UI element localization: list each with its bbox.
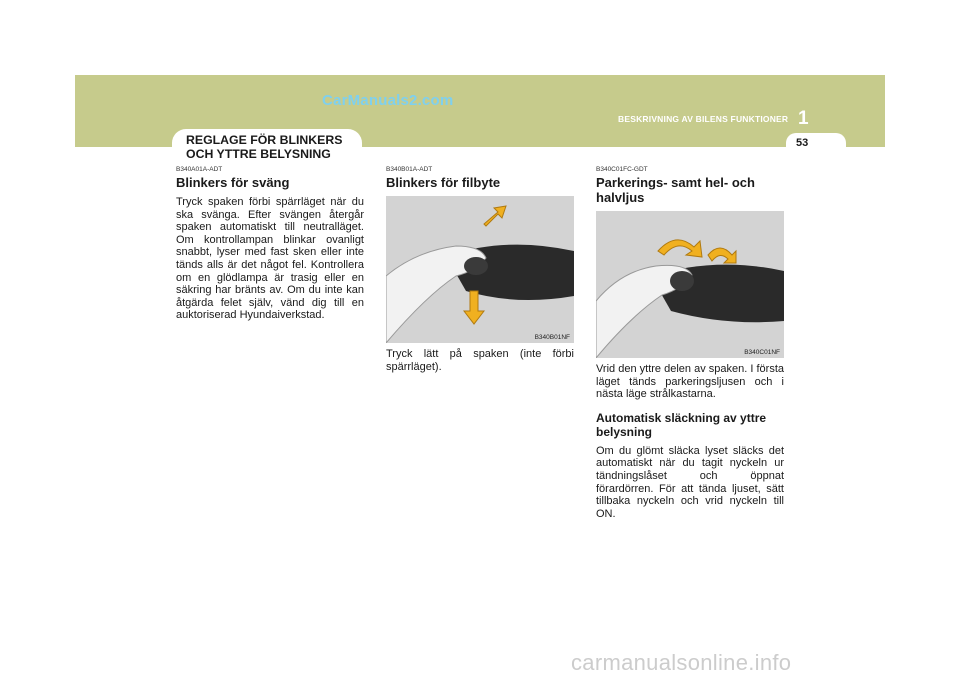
image-code: B340C01NF xyxy=(744,349,780,356)
hand-rotating-lever-illustration xyxy=(596,211,784,358)
column-headlights xyxy=(596,166,784,520)
heading-line1: Parkerings- samt hel- och xyxy=(596,175,755,190)
column-lane-change xyxy=(386,166,574,373)
section-code: B340C01FC-GDT xyxy=(596,166,648,173)
heading-line2: halvljus xyxy=(596,190,645,205)
section-heading: Blinkers för filbyte xyxy=(386,175,501,190)
section-body: Tryck spaken förbi spärrläget när du ska svänga. Efter svängen återgår spaken automatiskt till neutralläget. Om kontrollampan blinkar ovanligt snabbt, lyser med fast sken eller inte tänds alls är det något fel. Kontrollera om en glödlampa är trasig eller en säkring har bränts av. Om du inte kan åtgärda felet själv, vänd dig till en auktoriserad Hyundaiverkstad. xyxy=(176,196,364,322)
sub-heading: Automatisk släckning av yttre belysning xyxy=(596,410,767,439)
section-title-line1: REGLAGE FÖR BLINKERS xyxy=(186,133,343,147)
image-code: B340B01NF xyxy=(534,334,570,341)
carmanuals-watermark: CarManuals2.com xyxy=(322,92,454,109)
chapter-title: BESKRIVNING AV BILENS FUNKTIONER xyxy=(618,114,789,124)
section-code: B340A01A-ADT xyxy=(176,166,223,173)
section-body: Vrid den yttre delen av spaken. I första läget tänds parkeringsljusen och i nästa läge strålkastarna. xyxy=(596,363,784,401)
section-code: B340B01A-ADT xyxy=(386,166,433,173)
section-title-line2: OCH YTTRE BELYSNING xyxy=(186,147,331,161)
chapter-number: 1 xyxy=(798,108,809,129)
section-heading: Blinkers för sväng xyxy=(176,175,290,190)
page-number-tab xyxy=(786,133,846,153)
footer-watermark: carmanualsonline.info xyxy=(571,650,792,675)
section-title xyxy=(186,133,361,161)
lever-photo xyxy=(596,211,784,358)
lever-photo xyxy=(386,196,574,343)
column-turn-signal xyxy=(176,166,364,322)
page-number: 53 xyxy=(796,137,809,149)
section-body: Tryck lätt på spaken (inte förbi spärrläget). xyxy=(386,348,574,373)
section-heading xyxy=(596,175,784,205)
hand-on-lever-illustration xyxy=(386,196,574,343)
sub-body: Om du glömt släcka lyset släcks det automatiskt när du tagit nyckeln ur tändningslåset och öppnat förardörren. För att tända ljuset, sätt tillbaka nyckeln och vrid nyckeln till ON. xyxy=(596,444,784,520)
